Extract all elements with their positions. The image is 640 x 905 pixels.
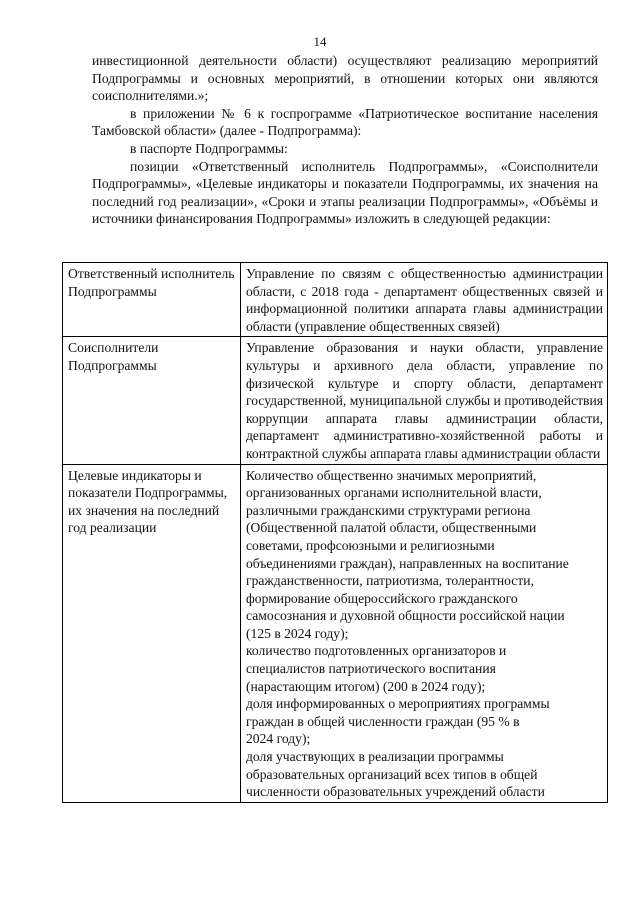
value-line: количество подготовленных организаторов и — [246, 643, 507, 659]
value-line: доля информированных о мероприятиях программы — [246, 696, 550, 712]
value-line: 2024 году); — [246, 731, 311, 747]
value-line: доля участвующих в реализации программы — [246, 749, 504, 765]
value-line: численности образовательных учреждений области — [246, 784, 545, 800]
value-line: организованных органами исполнительной власти, — [246, 485, 542, 501]
intro-paragraph: в паспорте Подпрограммы: — [130, 140, 288, 156]
row-label: Целевые индикаторы и показатели Подпрограммы, их значения на последний год реализации — [63, 464, 241, 802]
value-line: советами, профсоюзными и религиозными — [246, 537, 495, 553]
value-line: образовательных организаций всех типов в общей — [246, 766, 538, 782]
page-number: 14 — [313, 34, 327, 49]
value-line: Количество общественно значимых мероприятий, — [246, 467, 537, 483]
value-line: объединениями граждан), направленных на воспитание — [246, 555, 569, 571]
table-row — [63, 337, 608, 464]
value-line: формирование общероссийского гражданского — [246, 590, 518, 606]
row-value: Управление образования и науки области, управление культуры и архивного дела области, управление по физической культуре и спорту области, департамент государственной, муниципальной службы и противодействия коррупции аппарата главы администрации области, департамент административно-хозяйственной работы и контрактной службы аппарата главы администрации области — [241, 337, 608, 464]
intro-text — [92, 52, 598, 228]
intro-paragraph: в приложении № 6 к госпрограмме «Патриотическое воспитание населения Тамбовской области» (далее - Подпрограмма): — [92, 105, 598, 139]
row-value — [241, 464, 608, 802]
value-line: самосознания и духовной общности российской нации — [246, 608, 565, 624]
table-row — [63, 263, 608, 337]
row-value: Управление по связям с общественностью администрации области, с 2018 года - департамент общественных связей и информационной политики аппарата главы администрации области (управление общественных связей) — [241, 263, 608, 337]
row-label: Соисполнители Подпрограммы — [63, 337, 241, 464]
row-label: Ответственный исполнитель Подпрограммы — [63, 263, 241, 337]
value-line: (Общественной палатой области, общественными — [246, 520, 537, 536]
value-line: различными гражданскими структурами региона — [246, 502, 531, 518]
intro-paragraph: инвестиционной деятельности области) осуществляют реализацию мероприятий Подпрограммы и основных мероприятий, в отношении которых они являются соисполнителями.»; — [92, 53, 598, 104]
intro-paragraph: позиции «Ответственный исполнитель Подпрограммы», «Соисполнители Подпрограммы», «Целевые индикаторы и показатели Подпрограммы, их значения на последний год реализации», «Сроки и этапы реализации Подпрограммы», «Объёмы и источники финансирования Подпрограммы» изложить в следующей редакции: — [92, 158, 598, 227]
value-line: граждан в общей численности граждан (95 % в — [246, 713, 520, 729]
table-row — [63, 464, 608, 802]
value-line: (нарастающим итогом) (200 в 2024 году); — [246, 678, 486, 694]
passport-table — [62, 262, 608, 803]
value-line: гражданственности, патриотизма, толерантности, — [246, 573, 534, 589]
value-line: специалистов патриотического воспитания — [246, 661, 496, 677]
value-line: (125 в 2024 году); — [246, 625, 349, 641]
